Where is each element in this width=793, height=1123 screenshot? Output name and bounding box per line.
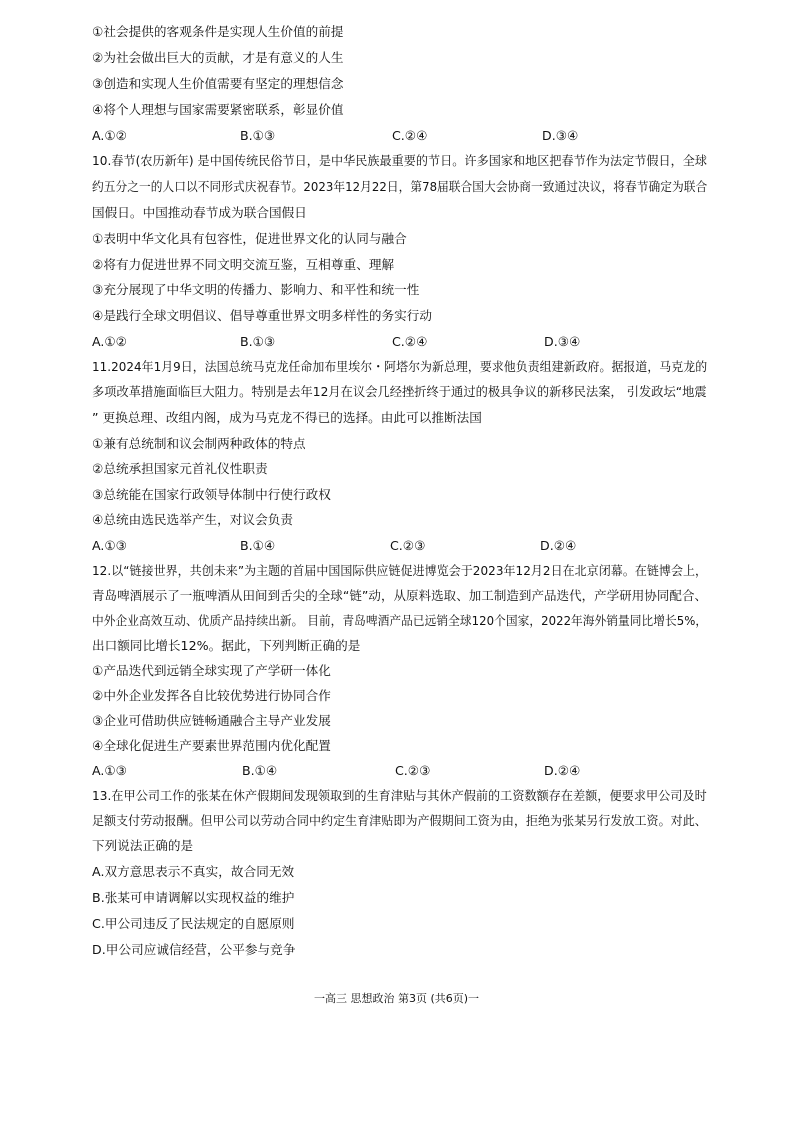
- q13-stem-line-1: 13.在甲公司工作的张某在休产假期间发现领取到的生育津贴与其休产假前的工资数额存在差额，便要求甲公司及时: [92, 788, 707, 803]
- q12-choice-d[interactable]: D.②④: [544, 763, 581, 778]
- q10-statement-4: ④是践行全球文明倡议、倡导尊重世界文明多样性的务实行动: [92, 308, 433, 323]
- q10-choice-d[interactable]: D.③④: [544, 334, 581, 349]
- q9-choice-b[interactable]: B.①③: [240, 128, 276, 143]
- q12-statement-4: ④全球化促进生产要素世界范围内优化配置: [92, 738, 331, 753]
- q10-choice-c[interactable]: C.②④: [392, 334, 428, 349]
- q12-statement-2: ②中外企业发挥各自比较优势进行协同合作: [92, 688, 331, 703]
- q9-statement-4: ④将个人理想与国家需要紧密联系，彰显价值: [92, 102, 344, 117]
- q13-stem-line-2: 足额支付劳动报酬。但甲公司以劳动合同中约定生育津贴即为产假期间工资为由，拒绝为张某另行发放工资。对此、: [92, 813, 707, 828]
- q11-statement-3: ③总统能在国家行政领导体制中行使行政权: [92, 487, 331, 502]
- q9-choice-d[interactable]: D.③④: [542, 128, 579, 143]
- q12-statement-1: ①产品迭代到远销全球实现了产学研一体化: [92, 663, 331, 678]
- q10-statement-2: ②将有力促进世界不同文明交流互鉴，互相尊重、理解: [92, 257, 395, 272]
- q11-statement-1: ①兼有总统制和议会制两种政体的特点: [92, 436, 306, 451]
- q12-stem-line-1: 12.以“链接世界，共创未来”为主题的首届中国国际供应链促进博览会于2023年12月2日在北京闭幕。在链博会上，: [92, 563, 708, 578]
- q11-choice-c[interactable]: C.②③: [390, 538, 426, 553]
- page-footer: 一高三 思想政治 第3页 (共6页)一: [313, 992, 480, 1005]
- q12-choices: [92, 763, 712, 779]
- q13-option-d[interactable]: D.甲公司应诚信经营，公平参与竞争: [92, 942, 296, 957]
- q10-statement-3: ③充分展现了中华文明的传播力、影响力、和平性和统一性: [92, 282, 420, 297]
- q9-statement-3: ③创造和实现人生价值需要有坚定的理想信念: [92, 76, 344, 91]
- q9-statement-2: ②为社会做出巨大的贡献，才是有意义的人生: [92, 50, 344, 65]
- q12-choice-b[interactable]: B.①④: [242, 763, 278, 778]
- q11-choices: [92, 538, 712, 554]
- q13-option-b[interactable]: B.张某可申请调解以实现权益的维护: [92, 890, 295, 905]
- q9-choice-c[interactable]: C.②④: [392, 128, 428, 143]
- q10-choice-b[interactable]: B.①③: [240, 334, 276, 349]
- q10-choice-a[interactable]: A.①②: [92, 334, 127, 349]
- q11-choice-b[interactable]: B.①④: [240, 538, 276, 553]
- q12-stem-line-3: 中外企业高效互动、优质产品持续出新。 目前，青岛啤酒产品已远销全球120个国家，2022年海外销量同比增长5%，: [92, 613, 708, 628]
- q13-option-a[interactable]: A.双方意思表示不真实，故合同无效: [92, 864, 295, 879]
- q9-choice-a[interactable]: A.①②: [92, 128, 127, 143]
- q9-statement-1: ①社会提供的客观条件是实现人生价值的前提: [92, 24, 344, 39]
- q10-choices: [92, 334, 712, 350]
- q10-stem-line-2: 约五分之一的人口以不同形式庆祝春节。2023年12月22日，第78届联合国大会协商一致通过决议，将春节确定为联合: [92, 179, 708, 194]
- q10-stem-line-3: 国假日。中国推动春节成为联合国假日: [92, 205, 307, 220]
- q11-stem-line-2: 多项改革措施面临巨大阻力。特别是去年12月在议会几经挫折终于通过的极具争议的新移民法案， 引发政坛“地震: [92, 384, 707, 399]
- q12-statement-3: ③企业可借助供应链畅通融合主导产业发展: [92, 713, 331, 728]
- q13-stem-line-3: 下列说法正确的是: [92, 838, 194, 853]
- q11-stem-line-3: ” 更换总理、改组内阁，成为马克龙不得已的选择。由此可以推断法国: [92, 410, 482, 425]
- q9-choices: [92, 128, 712, 144]
- q11-stem-line-1: 11.2024年1月9日，法国总统马克龙任命加布里埃尔・阿塔尔为新总理，要求他负责组建新政府。据报道，马克龙的: [92, 359, 708, 374]
- q10-statement-1: ①表明中华文化具有包容性，促进世界文化的认同与融合: [92, 231, 407, 246]
- q11-choice-d[interactable]: D.②④: [540, 538, 577, 553]
- q10-stem-line-1: 10.春节(农历新年) 是中国传统民俗节日，是中华民族最重要的节日。许多国家和地区把春节作为法定节假日，全球: [92, 153, 708, 168]
- q12-choice-c[interactable]: C.②③: [395, 763, 431, 778]
- q11-statement-4: ④总统由选民选举产生，对议会负责: [92, 512, 293, 527]
- q13-option-c[interactable]: C.甲公司违反了民法规定的自愿原则: [92, 916, 295, 931]
- q12-stem-line-4: 出口额同比增长12%。据此，下列判断正确的是: [92, 638, 361, 653]
- q12-stem-line-2: 青岛啤酒展示了一瓶啤酒从田间到舌尖的全球“链”动，从原料选取、加工制造到产品迭代，产学研用协同配合、: [92, 588, 708, 603]
- q11-statement-2: ②总统承担国家元首礼仪性职责: [92, 461, 268, 476]
- q12-choice-a[interactable]: A.①③: [92, 763, 127, 778]
- q11-choice-a[interactable]: A.①③: [92, 538, 127, 553]
